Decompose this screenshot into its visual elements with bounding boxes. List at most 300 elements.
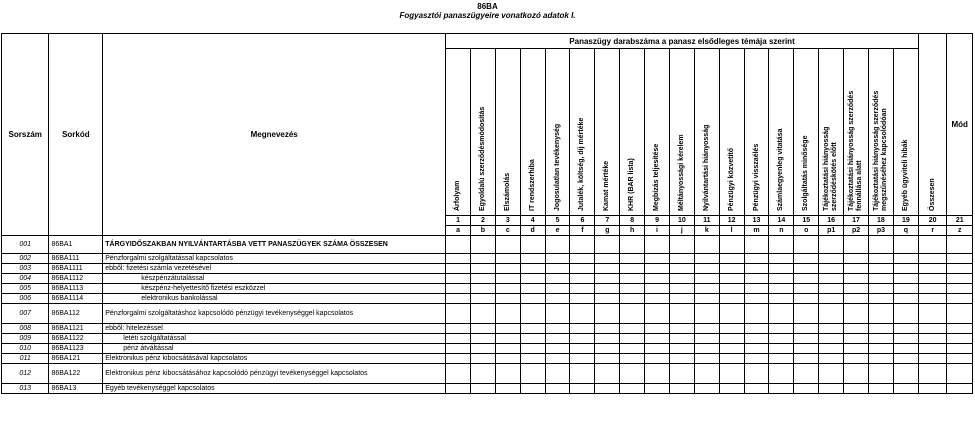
column-number: 15	[794, 216, 819, 226]
data-cell[interactable]	[595, 344, 620, 354]
data-cell[interactable]	[893, 344, 918, 354]
data-cell[interactable]	[570, 304, 595, 324]
data-cell[interactable]	[794, 334, 819, 344]
data-cell[interactable]	[446, 264, 471, 274]
data-cell[interactable]	[446, 364, 471, 384]
data-cell[interactable]	[470, 334, 495, 344]
data-cell[interactable]	[545, 344, 570, 354]
data-cell[interactable]	[669, 364, 694, 384]
data-cell[interactable]	[868, 324, 893, 334]
data-cell[interactable]	[495, 334, 520, 344]
data-cell[interactable]	[520, 344, 545, 354]
data-cell[interactable]	[470, 304, 495, 324]
data-cell[interactable]	[794, 304, 819, 324]
data-cell[interactable]	[694, 364, 719, 384]
data-cell[interactable]	[595, 364, 620, 384]
data-cell[interactable]	[446, 236, 471, 254]
data-cell[interactable]	[669, 274, 694, 284]
data-cell[interactable]	[868, 344, 893, 354]
data-cell[interactable]	[744, 284, 769, 294]
data-cell[interactable]	[495, 236, 520, 254]
data-cell[interactable]	[620, 324, 645, 334]
data-cell[interactable]	[470, 264, 495, 274]
data-cell[interactable]	[719, 264, 744, 274]
data-cell[interactable]	[868, 384, 893, 394]
header-theme-group: Panaszügy darabszáma a panasz elsődleges témája szerint	[446, 34, 919, 49]
data-cell[interactable]	[470, 284, 495, 294]
data-cell[interactable]	[947, 294, 973, 304]
data-cell[interactable]	[595, 304, 620, 324]
report-title: Fogyasztói panaszügyeire vonatkozó adatok I.	[399, 11, 576, 20]
row-sorkod: 86BA13	[49, 384, 103, 394]
data-cell[interactable]	[645, 354, 670, 364]
data-cell[interactable]	[744, 236, 769, 254]
data-cell[interactable]	[694, 294, 719, 304]
data-cell[interactable]	[570, 294, 595, 304]
data-cell[interactable]	[819, 264, 844, 274]
data-cell[interactable]	[470, 324, 495, 334]
data-cell[interactable]	[669, 254, 694, 264]
data-cell[interactable]	[893, 254, 918, 264]
column-letter: d	[520, 226, 545, 236]
data-cell[interactable]	[893, 364, 918, 384]
data-cell[interactable]	[694, 344, 719, 354]
row-sorszam: 005	[2, 284, 49, 294]
column-letter: k	[694, 226, 719, 236]
data-cell[interactable]	[694, 354, 719, 364]
header-sorszam: Sorszám	[2, 34, 49, 236]
data-cell[interactable]	[819, 384, 844, 394]
data-cell[interactable]	[495, 384, 520, 394]
data-cell[interactable]	[918, 364, 946, 384]
data-cell[interactable]	[844, 264, 869, 274]
column-number: 20	[918, 216, 946, 226]
data-cell[interactable]	[719, 254, 744, 264]
table-row	[2, 344, 973, 354]
data-cell[interactable]	[794, 284, 819, 294]
data-cell[interactable]	[918, 324, 946, 334]
data-cell[interactable]	[570, 334, 595, 344]
data-cell[interactable]	[545, 294, 570, 304]
data-cell[interactable]	[495, 264, 520, 274]
data-cell[interactable]	[669, 324, 694, 334]
data-cell[interactable]	[893, 274, 918, 284]
data-cell[interactable]	[694, 264, 719, 274]
data-cell[interactable]	[545, 334, 570, 344]
column-number: 4	[520, 216, 545, 226]
data-cell[interactable]	[595, 254, 620, 264]
data-cell[interactable]	[669, 354, 694, 364]
data-cell[interactable]	[918, 344, 946, 354]
data-cell[interactable]	[495, 294, 520, 304]
data-cell[interactable]	[744, 304, 769, 324]
data-cell[interactable]	[819, 354, 844, 364]
data-cell[interactable]	[520, 354, 545, 364]
data-cell[interactable]	[844, 304, 869, 324]
data-cell[interactable]	[794, 384, 819, 394]
data-cell[interactable]	[744, 324, 769, 334]
data-cell[interactable]	[645, 324, 670, 334]
data-cell[interactable]	[947, 274, 973, 284]
data-cell[interactable]	[620, 344, 645, 354]
data-cell[interactable]	[893, 304, 918, 324]
data-cell[interactable]	[868, 284, 893, 294]
row-sorkod: 86BA121	[49, 354, 103, 364]
data-cell[interactable]	[694, 254, 719, 264]
data-cell[interactable]	[769, 304, 794, 324]
data-cell[interactable]	[819, 334, 844, 344]
data-cell[interactable]	[470, 364, 495, 384]
data-cell[interactable]	[545, 284, 570, 294]
data-cell[interactable]	[669, 304, 694, 324]
data-cell[interactable]	[794, 264, 819, 274]
table-row	[2, 274, 973, 284]
data-cell[interactable]	[918, 304, 946, 324]
data-cell[interactable]	[947, 304, 973, 324]
data-cell[interactable]	[645, 304, 670, 324]
data-cell[interactable]	[844, 294, 869, 304]
data-cell[interactable]	[844, 254, 869, 264]
data-cell[interactable]	[844, 344, 869, 354]
data-cell[interactable]	[844, 274, 869, 284]
data-cell[interactable]	[694, 236, 719, 254]
data-cell[interactable]	[794, 354, 819, 364]
data-cell[interactable]	[947, 384, 973, 394]
data-cell[interactable]	[744, 334, 769, 344]
column-letter: f	[570, 226, 595, 236]
data-cell[interactable]	[446, 274, 471, 284]
data-cell[interactable]	[495, 284, 520, 294]
data-cell[interactable]	[918, 264, 946, 274]
data-cell[interactable]	[893, 284, 918, 294]
data-cell[interactable]	[719, 354, 744, 364]
data-cell[interactable]	[744, 354, 769, 364]
data-cell[interactable]	[570, 254, 595, 264]
data-cell[interactable]	[570, 384, 595, 394]
data-cell[interactable]	[595, 354, 620, 364]
data-cell[interactable]	[520, 284, 545, 294]
data-cell[interactable]	[918, 284, 946, 294]
data-cell[interactable]	[620, 264, 645, 274]
data-cell[interactable]	[819, 274, 844, 284]
data-cell[interactable]	[545, 324, 570, 334]
data-cell[interactable]	[744, 364, 769, 384]
data-cell[interactable]	[744, 274, 769, 284]
data-cell[interactable]	[694, 274, 719, 284]
column-number: 1	[446, 216, 471, 226]
data-cell[interactable]	[570, 284, 595, 294]
data-cell[interactable]	[620, 354, 645, 364]
data-cell[interactable]	[545, 236, 570, 254]
data-cell[interactable]	[719, 344, 744, 354]
data-cell[interactable]	[744, 384, 769, 394]
data-cell[interactable]	[844, 324, 869, 334]
data-cell[interactable]	[694, 334, 719, 344]
data-cell[interactable]	[844, 334, 869, 344]
data-cell[interactable]	[495, 304, 520, 324]
data-cell[interactable]	[868, 334, 893, 344]
data-cell[interactable]	[545, 254, 570, 264]
row-sorkod: 86BA1123	[49, 344, 103, 354]
data-cell[interactable]	[769, 284, 794, 294]
data-cell[interactable]	[893, 384, 918, 394]
data-cell[interactable]	[495, 254, 520, 264]
data-cell[interactable]	[570, 324, 595, 334]
data-cell[interactable]	[545, 354, 570, 364]
data-cell[interactable]	[719, 324, 744, 334]
data-cell[interactable]	[744, 264, 769, 274]
data-cell[interactable]	[645, 294, 670, 304]
data-cell[interactable]	[620, 384, 645, 394]
data-cell[interactable]	[520, 254, 545, 264]
data-cell[interactable]	[947, 324, 973, 334]
data-cell[interactable]	[495, 364, 520, 384]
data-cell[interactable]	[794, 294, 819, 304]
data-cell[interactable]	[947, 236, 973, 254]
data-cell[interactable]	[947, 364, 973, 384]
data-cell[interactable]	[570, 264, 595, 274]
data-cell[interactable]	[947, 284, 973, 294]
data-cell[interactable]	[520, 324, 545, 334]
data-cell[interactable]	[669, 294, 694, 304]
data-cell[interactable]	[868, 264, 893, 274]
data-cell[interactable]	[744, 294, 769, 304]
data-cell[interactable]	[893, 236, 918, 254]
data-cell[interactable]	[918, 274, 946, 284]
data-cell[interactable]	[868, 236, 893, 254]
data-cell[interactable]	[819, 294, 844, 304]
data-cell[interactable]	[470, 254, 495, 264]
data-cell[interactable]	[495, 274, 520, 284]
data-cell[interactable]	[868, 294, 893, 304]
data-cell[interactable]	[844, 364, 869, 384]
data-cell[interactable]	[446, 344, 471, 354]
data-cell[interactable]	[620, 274, 645, 284]
data-cell[interactable]	[893, 324, 918, 334]
data-cell[interactable]	[947, 334, 973, 344]
data-cell[interactable]	[645, 334, 670, 344]
data-cell[interactable]	[520, 364, 545, 384]
data-cell[interactable]	[595, 274, 620, 284]
data-cell[interactable]	[620, 284, 645, 294]
data-cell[interactable]	[595, 384, 620, 394]
data-cell[interactable]	[819, 254, 844, 264]
data-cell[interactable]	[645, 284, 670, 294]
data-cell[interactable]	[495, 324, 520, 334]
data-cell[interactable]	[520, 384, 545, 394]
data-cell[interactable]	[446, 294, 471, 304]
data-cell[interactable]	[719, 284, 744, 294]
column-letter: a	[446, 226, 471, 236]
data-cell[interactable]	[446, 284, 471, 294]
data-cell[interactable]	[947, 254, 973, 264]
data-cell[interactable]	[719, 294, 744, 304]
data-cell[interactable]	[446, 254, 471, 264]
column-letter: j	[669, 226, 694, 236]
data-cell[interactable]	[794, 254, 819, 264]
data-cell[interactable]	[470, 294, 495, 304]
data-cell[interactable]	[570, 354, 595, 364]
data-cell[interactable]	[794, 274, 819, 284]
data-cell[interactable]	[595, 236, 620, 254]
data-cell[interactable]	[868, 304, 893, 324]
data-cell[interactable]	[570, 236, 595, 254]
data-cell[interactable]	[446, 334, 471, 344]
data-cell[interactable]	[769, 384, 794, 394]
table-row	[2, 284, 973, 294]
data-cell[interactable]	[620, 236, 645, 254]
data-cell[interactable]	[545, 274, 570, 284]
data-cell[interactable]	[645, 344, 670, 354]
data-cell[interactable]	[446, 324, 471, 334]
column-letter: b	[470, 226, 495, 236]
data-cell[interactable]	[744, 344, 769, 354]
data-cell[interactable]	[520, 294, 545, 304]
data-cell[interactable]	[595, 294, 620, 304]
data-cell[interactable]	[819, 324, 844, 334]
data-cell[interactable]	[819, 304, 844, 324]
data-cell[interactable]	[669, 334, 694, 344]
data-cell[interactable]	[868, 364, 893, 384]
data-cell[interactable]	[769, 364, 794, 384]
data-cell[interactable]	[694, 384, 719, 394]
data-cell[interactable]	[570, 344, 595, 354]
header-theme: Tájékoztatási hiányosság szerződés megszűnéséhez kapcsolódóan	[868, 49, 893, 216]
data-cell[interactable]	[769, 264, 794, 274]
data-cell[interactable]	[918, 354, 946, 364]
data-cell[interactable]	[893, 354, 918, 364]
header-osszesen: Összesen	[918, 34, 946, 216]
data-cell[interactable]	[893, 294, 918, 304]
data-cell[interactable]	[669, 344, 694, 354]
data-cell[interactable]	[570, 364, 595, 384]
data-cell[interactable]	[819, 284, 844, 294]
data-cell[interactable]	[545, 264, 570, 274]
data-cell[interactable]	[595, 284, 620, 294]
data-cell[interactable]	[947, 344, 973, 354]
data-cell[interactable]	[844, 384, 869, 394]
data-cell[interactable]	[520, 334, 545, 344]
data-cell[interactable]	[918, 384, 946, 394]
data-cell[interactable]	[470, 236, 495, 254]
data-cell[interactable]	[545, 384, 570, 394]
data-cell[interactable]	[595, 264, 620, 274]
data-cell[interactable]	[918, 294, 946, 304]
data-cell[interactable]	[694, 284, 719, 294]
data-cell[interactable]	[918, 254, 946, 264]
data-cell[interactable]	[794, 236, 819, 254]
data-cell[interactable]	[694, 324, 719, 334]
data-cell[interactable]	[446, 354, 471, 364]
data-cell[interactable]	[868, 354, 893, 364]
data-cell[interactable]	[669, 264, 694, 274]
data-cell[interactable]	[645, 384, 670, 394]
data-cell[interactable]	[893, 334, 918, 344]
data-cell[interactable]	[769, 294, 794, 304]
column-number: 17	[844, 216, 869, 226]
data-cell[interactable]	[794, 344, 819, 354]
data-cell[interactable]	[520, 274, 545, 284]
data-cell[interactable]	[819, 236, 844, 254]
data-cell[interactable]	[947, 354, 973, 364]
data-cell[interactable]	[620, 364, 645, 384]
data-cell[interactable]	[669, 236, 694, 254]
data-cell[interactable]	[595, 324, 620, 334]
data-cell[interactable]	[893, 264, 918, 274]
column-letter: m	[744, 226, 769, 236]
data-cell[interactable]	[520, 236, 545, 254]
data-cell[interactable]	[719, 274, 744, 284]
data-cell[interactable]	[495, 344, 520, 354]
header-theme: Árfolyam	[446, 49, 471, 216]
data-cell[interactable]	[446, 304, 471, 324]
data-cell[interactable]	[620, 294, 645, 304]
data-cell[interactable]	[595, 334, 620, 344]
data-cell[interactable]	[620, 304, 645, 324]
data-cell[interactable]	[669, 284, 694, 294]
header-theme: Méltányossági kérelem	[669, 49, 694, 216]
data-cell[interactable]	[719, 334, 744, 344]
data-cell[interactable]	[470, 354, 495, 364]
data-cell[interactable]	[769, 334, 794, 344]
data-cell[interactable]	[844, 284, 869, 294]
data-cell[interactable]	[694, 304, 719, 324]
data-cell[interactable]	[868, 254, 893, 264]
data-cell[interactable]	[794, 324, 819, 334]
data-cell[interactable]	[645, 236, 670, 254]
data-cell[interactable]	[520, 264, 545, 274]
data-cell[interactable]	[947, 264, 973, 274]
data-cell[interactable]	[844, 354, 869, 364]
data-cell[interactable]	[446, 384, 471, 394]
data-cell[interactable]	[719, 236, 744, 254]
data-cell[interactable]	[545, 304, 570, 324]
data-cell[interactable]	[719, 304, 744, 324]
data-cell[interactable]	[918, 334, 946, 344]
data-cell[interactable]	[545, 364, 570, 384]
data-cell[interactable]	[645, 274, 670, 284]
data-cell[interactable]	[819, 364, 844, 384]
data-cell[interactable]	[520, 304, 545, 324]
data-cell[interactable]	[769, 324, 794, 334]
data-cell[interactable]	[495, 354, 520, 364]
data-cell[interactable]	[844, 236, 869, 254]
data-cell[interactable]	[620, 254, 645, 264]
data-cell[interactable]	[470, 344, 495, 354]
data-cell[interactable]	[918, 236, 946, 254]
data-cell[interactable]	[794, 364, 819, 384]
data-cell[interactable]	[620, 334, 645, 344]
data-cell[interactable]	[570, 274, 595, 284]
data-cell[interactable]	[719, 384, 744, 394]
data-cell[interactable]	[868, 274, 893, 284]
data-cell[interactable]	[645, 364, 670, 384]
data-cell[interactable]	[744, 254, 769, 264]
data-cell[interactable]	[645, 264, 670, 274]
data-cell[interactable]	[645, 254, 670, 264]
data-cell[interactable]	[819, 344, 844, 354]
data-cell[interactable]	[769, 236, 794, 254]
data-cell[interactable]	[719, 364, 744, 384]
data-cell[interactable]	[470, 384, 495, 394]
data-cell[interactable]	[470, 274, 495, 284]
column-letter: p1	[819, 226, 844, 236]
data-cell[interactable]	[669, 384, 694, 394]
data-cell[interactable]	[769, 274, 794, 284]
data-cell[interactable]	[769, 254, 794, 264]
data-cell[interactable]	[769, 354, 794, 364]
data-cell[interactable]	[769, 344, 794, 354]
